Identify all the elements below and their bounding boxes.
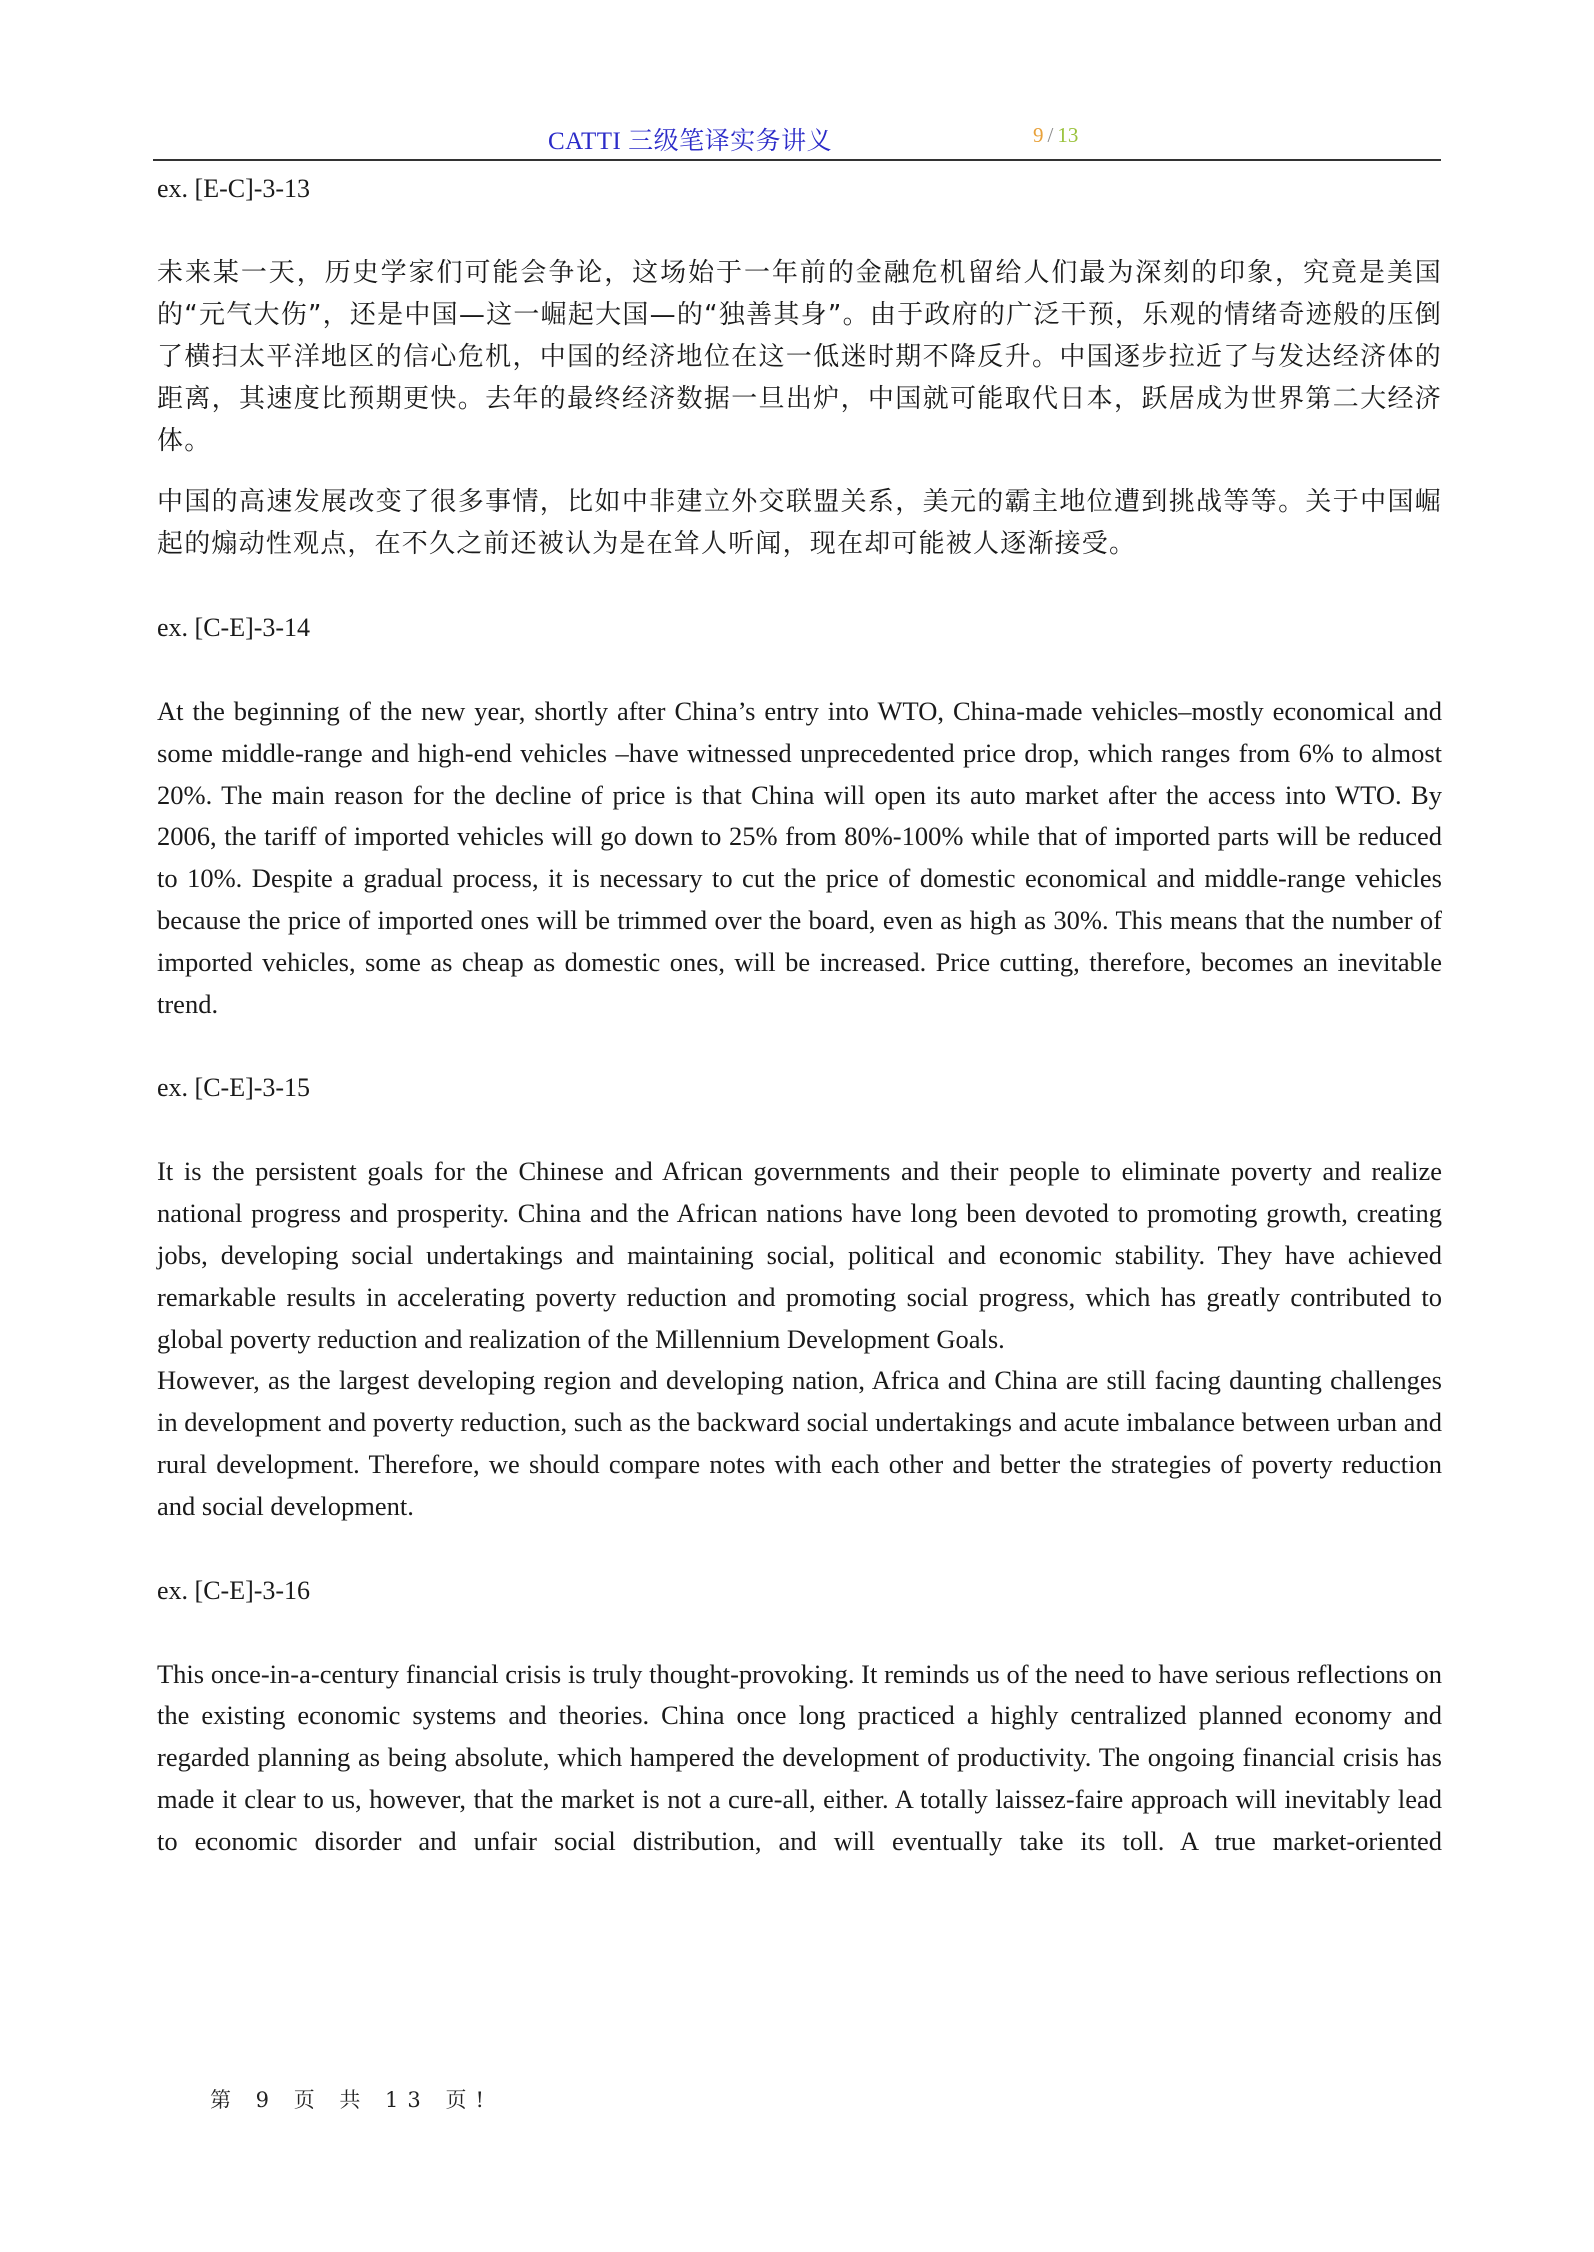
paragraph-en-3-16: This once-in-a-century financial crisis is truly thought-provoking. It reminds us of the need to have serious reflections on the existing economic systems and theories. China once long practiced a highly centralized planned economy and regarded planning as being absolute, which hampered the development of productivity. The ongoing financial crisis has made it clear to us, however, that the market is not a cure-all, either. A totally laissez-faire approach will inevitably lead to economic disorder and unfair social distribution, and will eventually take its toll. A true market-oriented [157,1658,1442,1856]
paragraph-en-3-15-a: It is the persistent goals for the Chinese and African governments and their people to eliminate poverty and realize national progress and prosperity. China and the African nations have long been devoted to promoting growth, creating jobs, developing social undertakings and maintaining social, political and economic stability. They have achieved remarkable results in accelerating poverty reduction and promoting social progress, which has greatly contributed to global poverty reduction and realization of the Millennium Development Goals. [157,1156,1442,1354]
page-header [153,118,1441,160]
header-title: CATTI 三级笔译实务讲义 [548,128,833,155]
exercise-label-3-15: ex. [C-E]-3-15 [157,1073,311,1103]
exercise-label-3-13: ex. [E-C]-3-13 [157,174,311,203]
paragraph-en-3-14: At the beginning of the new year, shortly after China’s entry into WTO, China-made vehicles–mostly economical and some middle-range and high-end vehicles –have witnessed unprecedented price drop, which ranges from 6% to almost 20%. The main reason for the decline of price is that China will open its auto market after the access into WTO. By 2006, the tariff of imported vehicles will go down to 25% from 80%-100% while that of imported parts will be reduced to 10%. Despite a gradual process, it is necessary to cut the price of domestic economical and middle-range vehicles because the price of imported ones will be trimmed over the board, even as high as 30%. This means that the number of imported vehicles, some as cheap as domestic ones, will be increased. Price cutting, therefore, becomes an inevitable trend. [157,696,1442,1019]
exercise-label-3-16: ex. [C-E]-3-16 [157,1575,311,1605]
current-page-number: 9 [1033,123,1044,147]
spacer [157,1528,1442,1570]
spacer [157,1025,1442,1067]
spacer [157,649,1442,691]
paragraph-zh-2: 中国的高速发展改变了很多事情，比如中非建立外交联盟关系，美元的霸主地位遭到挑战等等。关于中国崛起的煽动性观点，在不久之前还被认为是在耸人听闻，现在却可能被人逐渐接受。 [157,487,1442,559]
paragraph-zh-1: 未来某一天，历史学家们可能会争论，这场始于一年前的金融危机留给人们最为深刻的印象，究竟是美国的“元气大伤”，还是中国—这一崛起大国—的“独善其身”。由于政府的广泛干预，乐观的情绪奇迹般的压倒了横扫太平洋地区的信心危机，中国的经济地位在这一低迷时期不降反升。中国逐步拉近了与发达经济体的距离，其速度比预期更快。去年的最终经济数据一旦出炉，中国就可能取代日本，跃居成为世界第二大经济体。 [157,258,1442,456]
spacer [157,1612,1442,1654]
page-separator: / [1047,123,1054,147]
page-footer: 第 9 页 共 13 页! [210,2088,493,2112]
total-page-count: 13 [1057,123,1079,147]
spacer [157,565,1442,607]
spacer [157,210,1442,252]
document-body [157,168,1442,1863]
header-divider [153,159,1441,161]
header-page-indicator [1033,123,1078,148]
exercise-label-3-14: ex. [C-E]-3-14 [157,613,311,642]
paragraph-en-3-15-b: However, as the largest developing region and developing nation, Africa and China are still facing daunting challenges in development and poverty reduction, such as the backward social undertakings and acute imbalance between urban and rural development. Therefore, we should compare notes with each other and better the strategies of poverty reduction and social development. [157,1365,1442,1521]
spacer [157,1109,1442,1151]
